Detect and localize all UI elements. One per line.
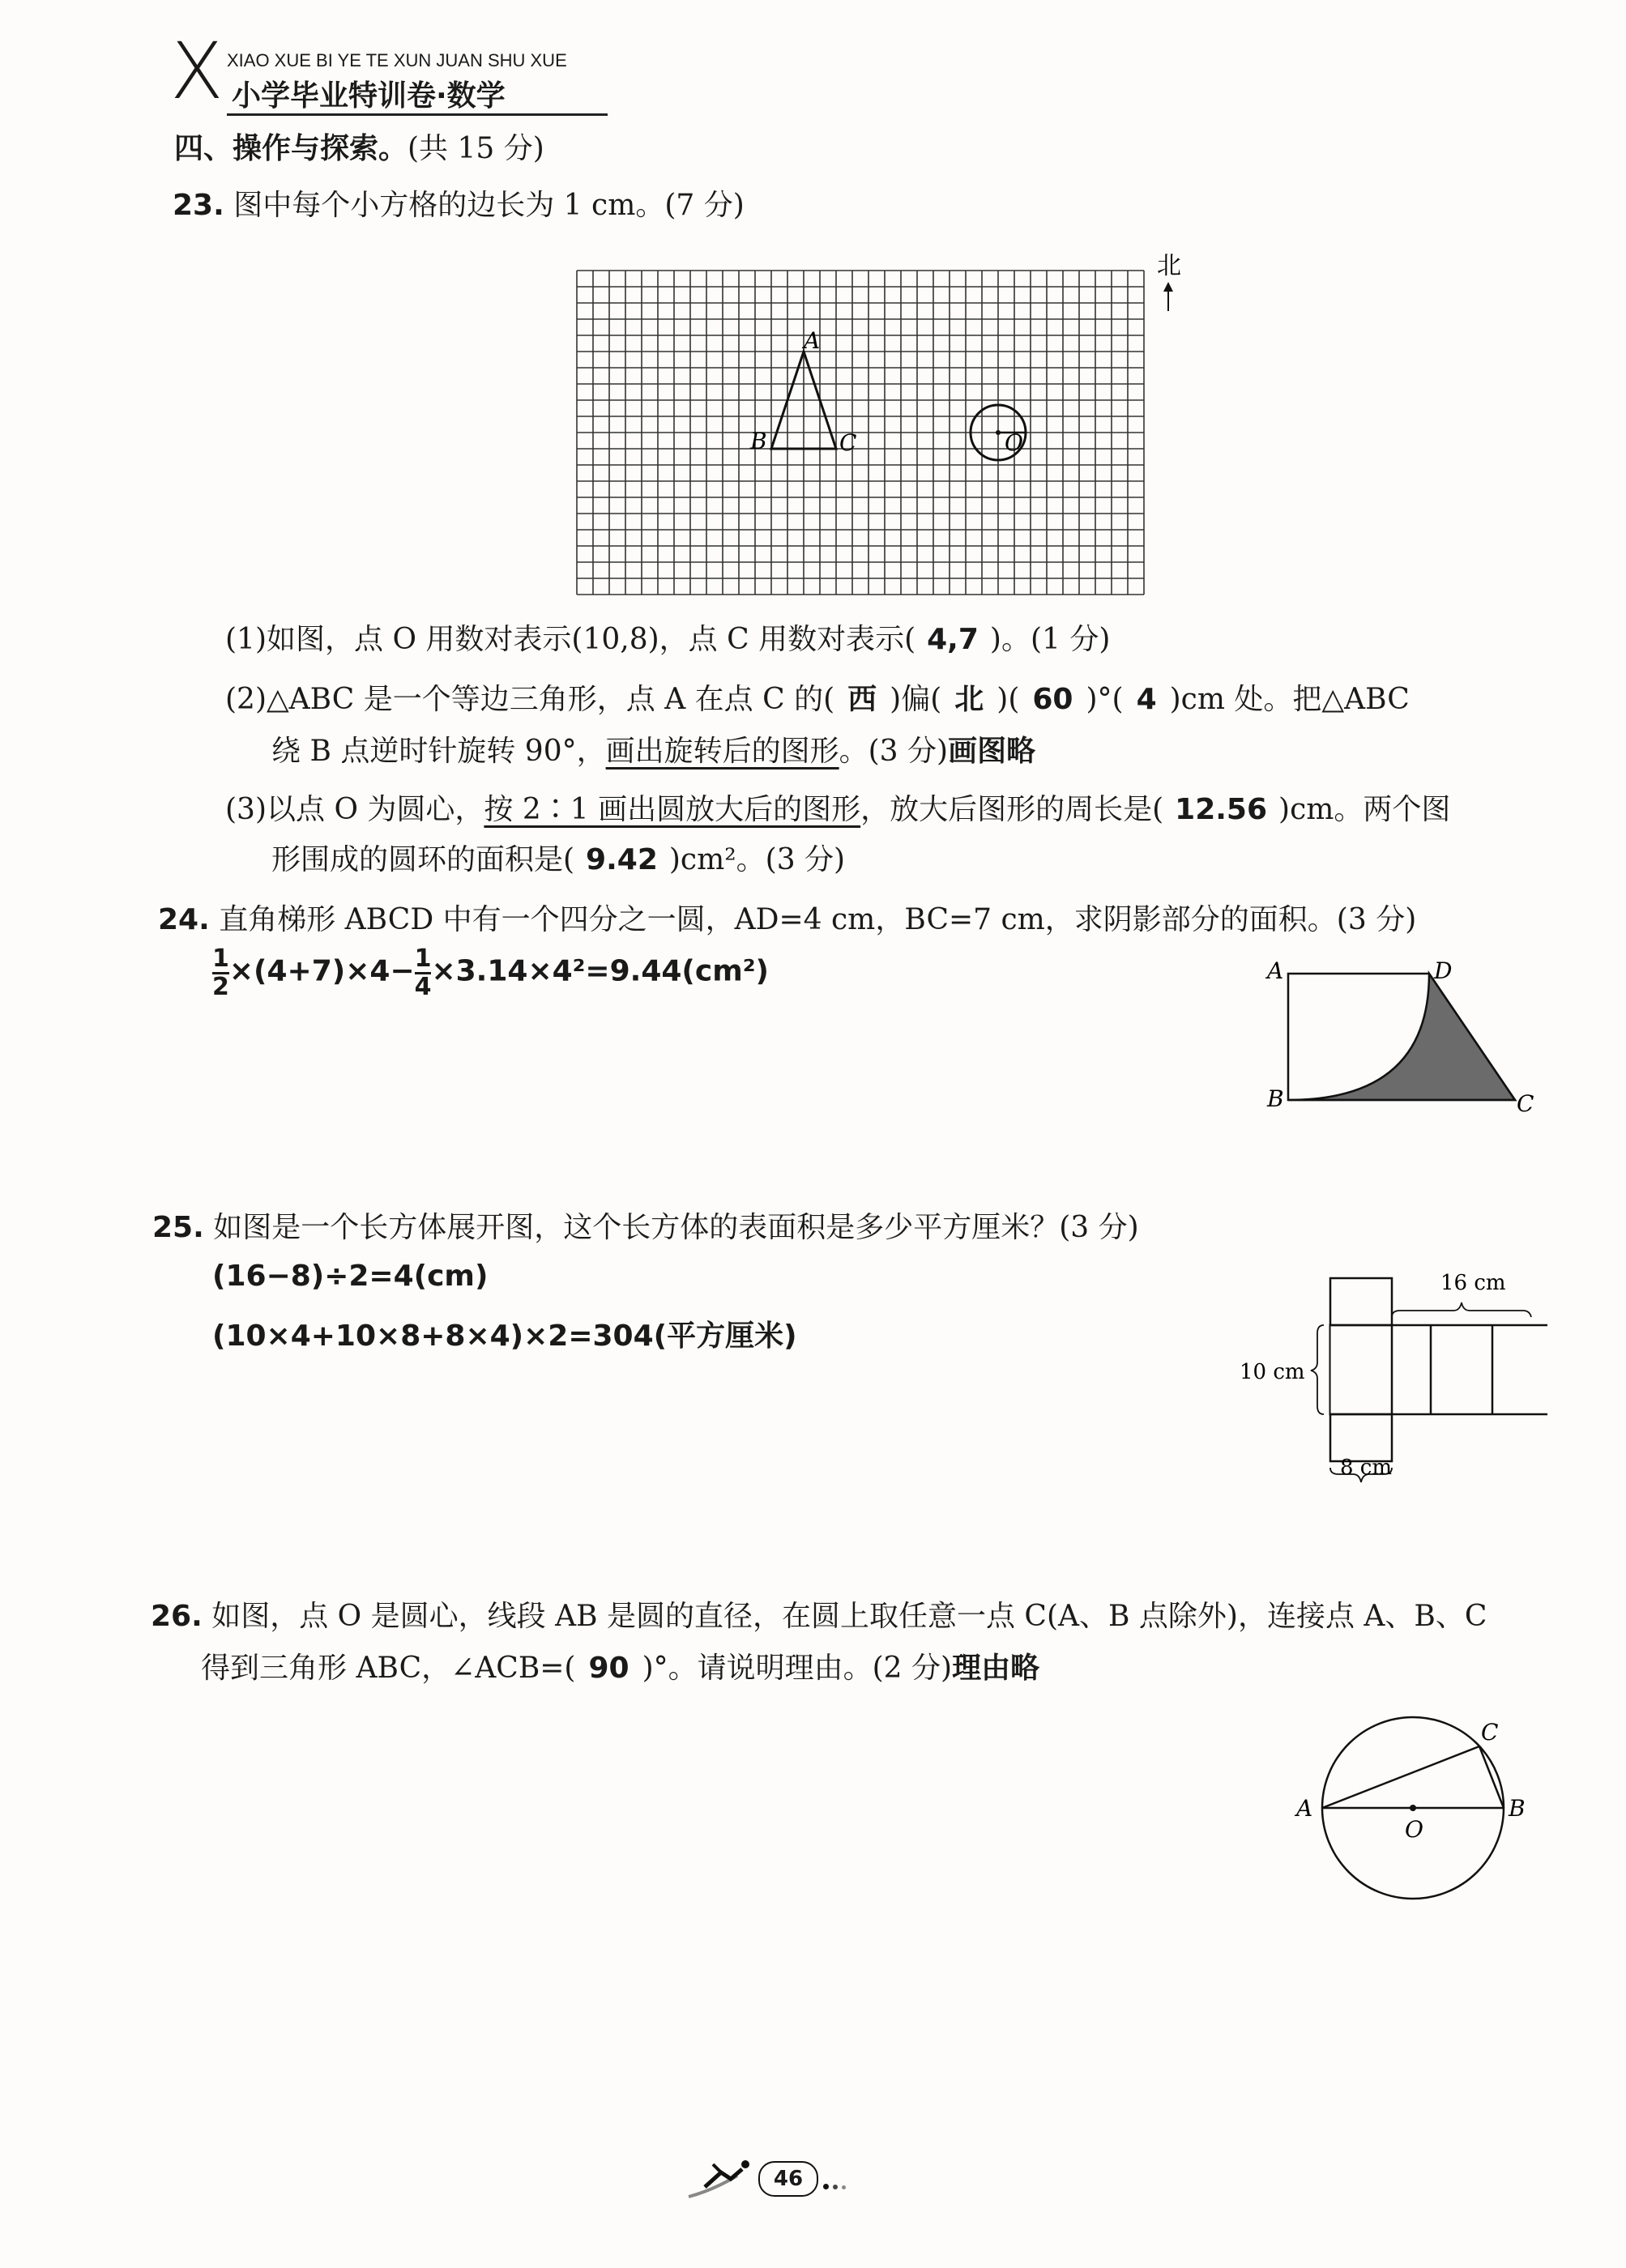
q25-answer-2: (10×4+10×8+8×4)×2=304(平方厘米) (212, 1319, 797, 1353)
segment-ac (1322, 1746, 1479, 1808)
question-number: 26. (151, 1600, 203, 1633)
q23-part3: (3)以点 O 为圆心，按 2∶1 画出圆放大后的图形，放大后图形的周长是( 12.56 )cm。两个图 (225, 793, 1451, 826)
header-pinyin: XIAO XUE BI YE TE XUN JUAN SHU XUE (227, 50, 567, 70)
q23-part2: (2)△ABC 是一个等边三角形，点 A 在点 C 的( 西 )偏( 北 )( 60 )°( 4 )cm 处。把△ABC (225, 683, 1410, 716)
cuboid-net-figure (1240, 1264, 1547, 1490)
brace-left (1311, 1325, 1324, 1414)
question-prompt: 图中每个小方格的边长为 1 cm。(7 分) (233, 189, 745, 222)
label-c: C (1481, 1719, 1499, 1746)
section-title: 四、操作与探索。(共 15 分) (174, 132, 544, 165)
label-b: B (1509, 1795, 1526, 1822)
north-label: 北 (1157, 252, 1181, 280)
circle-center (996, 430, 1001, 435)
net-bottom-face (1330, 1414, 1392, 1461)
q26-line2: 得到三角形 ABC，∠ACB=( 90 )°。请说明理由。(2 分)理由略 (201, 1652, 1040, 1685)
question-prompt: 如图是一个长方体展开图，这个长方体的表面积是多少平方厘米？(3 分) (213, 1211, 1139, 1244)
logo-letter: X (170, 26, 224, 117)
segment-cb (1479, 1746, 1504, 1808)
brace-top (1392, 1302, 1531, 1317)
question-24 (158, 899, 1416, 941)
q23-part2-line2: 绕 B 点逆时针旋转 90°，画出旋转后的图形。(3 分)画图略 (271, 735, 1036, 768)
header-rule (227, 113, 608, 116)
question-number: 24. (158, 903, 210, 936)
header-title: 小学毕业特训卷·数学 (232, 79, 506, 113)
footer (681, 2155, 875, 2211)
label-a: A (1296, 1795, 1313, 1822)
question-number: 25. (152, 1211, 204, 1244)
circle-figure (1288, 1709, 1547, 1912)
question-26 (151, 1596, 1487, 1638)
label-8cm: 8 cm (1340, 1456, 1393, 1480)
label-c: C (1517, 1090, 1534, 1117)
question-25 (152, 1207, 1139, 1249)
net-middle-strip (1330, 1325, 1547, 1414)
q23-part1: (1)如图，点 O 用数对表示(10,8)，点 C 用数对表示( 4,7 )。(1 分) (225, 623, 1111, 656)
trapezoid-figure (1256, 948, 1547, 1126)
label-16cm: 16 cm (1440, 1271, 1506, 1295)
label-b: B (750, 428, 767, 454)
q25-answer-1: (16−8)÷2=4(cm) (212, 1260, 489, 1293)
shaded-region (1288, 974, 1515, 1100)
header (170, 26, 608, 122)
question-prompt: 直角梯形 ABCD 中有一个四分之一圆，AD=4 cm，BC=7 cm，求阴影部分的面积。(3 分) (219, 903, 1417, 936)
label-c: C (839, 429, 857, 456)
north-arrow-head (1163, 282, 1173, 292)
label-o: O (1405, 1816, 1423, 1843)
question-prompt: 如图，点 O 是圆心，线段 AB 是圆的直径，在圆上取任意一点 C(A、B 点除外)，连接点 A、B、C (211, 1600, 1487, 1633)
footer-dots (823, 2177, 859, 2184)
label-10cm: 10 cm (1240, 1360, 1305, 1384)
center-point (1410, 1805, 1416, 1811)
label-d: D (1434, 957, 1453, 984)
runner-logo-icon (681, 2155, 762, 2203)
q23-part3-line2: 形围成的圆环的面积是( 9.42 )cm²。(3 分) (271, 843, 846, 876)
label-a: A (804, 327, 821, 354)
question-23 (173, 185, 745, 227)
page-number: 46 (758, 2161, 818, 2197)
q24-answer: $\frac{1}{2}$ ×(4+7)×4− $\frac{1}{4}$ ×3.14×4²=9.44(cm²) (212, 944, 769, 1001)
question-number: 23. (173, 189, 224, 222)
grid-lines (577, 271, 1144, 595)
label-b: B (1267, 1085, 1284, 1112)
grid-figure (567, 243, 1199, 616)
label-o: O (1005, 429, 1023, 456)
label-a: A (1267, 957, 1284, 984)
net-top-face (1330, 1278, 1392, 1325)
